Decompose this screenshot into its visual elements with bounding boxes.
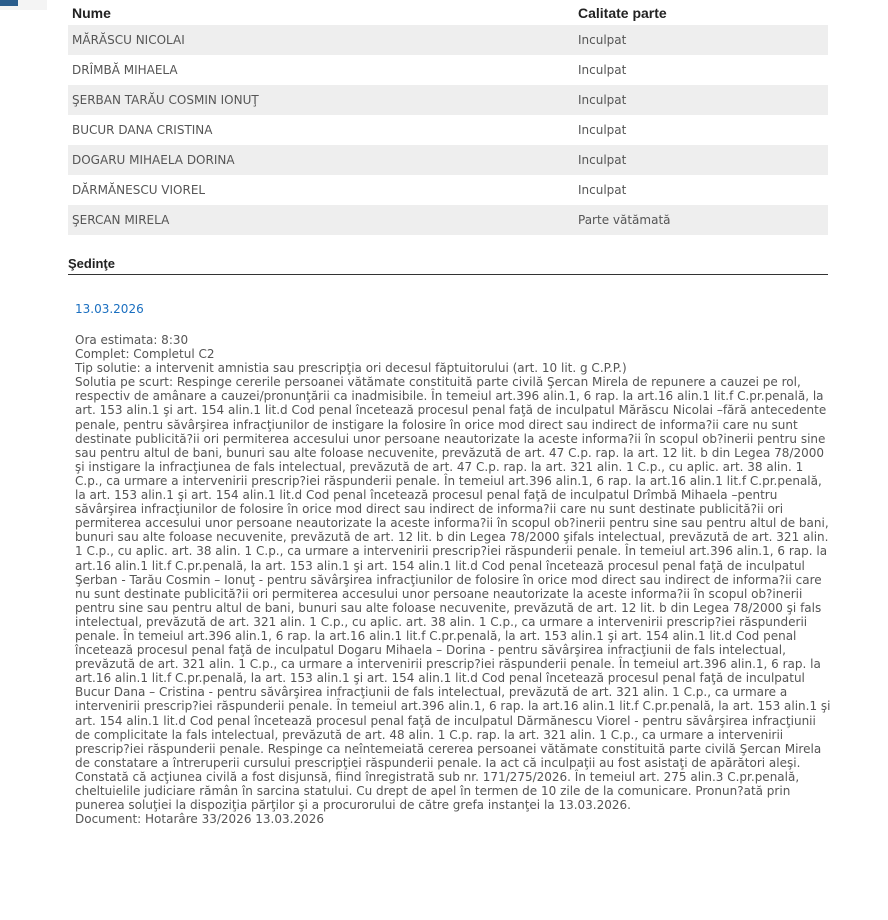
party-role: Parte vătămată [572,205,828,235]
party-role: Inculpat [578,123,627,137]
estimated-time: Ora estimata: 8:30 [75,333,189,347]
party-name: DĂRMĂNESCU VIOREL [72,183,206,197]
party-role: Inculpat [572,85,828,115]
party-name: MĂRĂSCU NICOLAI [68,25,572,55]
column-header-role: Calitate parte [578,4,667,21]
panel: Complet: Completul C2 [75,347,215,362]
solution-summary: Solutia pe scurt: Respinge cererile persoanei vătămate constituită parte civilă Şercan Mirela de repunere a cauzei pe rol, respectiv de amânare a cauzei/pronunţării ca inadmisibile. În temeiul art.396 alin.1, 6 rap. la art.16 alin.1 lit.f C.pr.penală, la art. 153 alin.1 şi art. 154 alin.1 lit.d Cod penal încetează procesul penal faţă de inculpatul Mărăscu Nicolai –fără antecedente penale, pentru săvârşirea infracţiunilor de instigare la folosire în orice mod direct sau indirect de informa?ii care nu sunt destinate publicită?ii ori permiterea accesului unor persoane neautorizate la aceste informa?ii în scopul ob?inerii pentru sine sau pentru altul de bani, bunuri sau alte foloase necuvenite, prevăzută de art. 47 C.p. rap. la art. 12 lit. b din Legea 78/2000 şi instigare la infracţiunea de fals intelectual, prevăzută de art. 47 C.p. rap. la art. 321 alin. 1 C.p., cu aplic. art. 38 alin. 1 C.p., ca urmare a intervenirii prescrip?iei răspunderii penale. În temeiul art.396 alin.1, 6 rap. la art.16 alin.1 lit.f C.pr.penală, la art. 153 alin.1 şi art. 154 alin.1 lit.d Cod penal încetează procesul penal faţă de inculpatul Drîmbă Mihaela –pentru săvârşirea infracţiunilor de folosire în orice mod direct sau indirect de informa?ii care nu sunt destinate publicită?ii ori permiterea accesului unor persoane neautorizate la aceste informa?ii în scopul ob?inerii pentru sine sau pentru altul de bani, bunuri sau alte foloase necuvenite, prevăzută de art. 12 lit. b din Legea 78/2000 şifals intelectual, prevăzută de art. 321 alin. 1 C.p., cu aplic. art. 38 alin. 1 C.p., ca urmare a intervenirii prescrip?iei răspunderii penale. În temeiul art.396 alin.1, 6 rap. la art.16 alin.1 lit.f C.pr.penală, la art. 153 alin.1 şi art. 154 alin.1 lit.d Cod penal încetează procesul penal faţă de inculpatul Şerban - Tarău Cosmin – Ionuţ - pentru săvârşirea infracţiunilor de folosire în orice mod direct sau indirect de informa?ii care nu sunt destinate publicită?ii ori permiterea accesului unor persoane neautorizate la aceste informa?ii în scopul ob?inerii pentru sine sau pentru altul de bani, bunuri sau alte foloase necuvenite, prevăzută de art. 12 lit. b din Legea 78/2000 şi fals intelectual, prevăzută de art. 321 alin. 1 C.p., cu aplic. art. 38 alin. 1 C.p., ca urmare a intervenirii prescrip?iei răspunderii penale. În temeiul art.396 alin.1, 6 rap. la art.16 alin.1 lit.f C.pr.penală, la art. 153 alin.1 şi art. 154 alin.1 lit.d Cod penal încetează procesul penal faţă de inculpatul Dogaru Mihaela – Dorina - pentru săvârşirea infracţiunii de fals intelectual, prevăzută de art. 321 alin. 1 C.p., ca urmare a intervenirii prescrip?iei răspunderii penale. În temeiul art.396 alin.1, 6 rap. la art.16 alin.1 lit.f C.pr.penală, la art. 153 alin.1 şi art. 154 alin.1 lit.d Cod penal încetează procesul penal faţă de inculpatul Bucur Dana – Cristina - pentru săvârşirea infracţiunii de fals intelectual, prevăzută de art. 321 alin. 1 C.p., ca urmare a intervenirii prescrip?iei răspunderii penale. În temeiul art.396 alin.1, 6 rap. la art.16 alin.1 lit.f C.pr.penală, la art. 153 alin.1 şi art. 154 alin.1 lit.d Cod penal încetează procesul penal faţă de inculpatul Dărmănescu Viorel - pentru săvârşirea infracţiunii de complicitate la fals intelectual, prevăzută de art. 48 alin. 1 C.p. rap. la art. 321 alin. 1 C.p., ca urmare a intervenirii prescrip?iei răspunderii penale. Respinge ca neîntemeiată cererea persoanei vătămate constituită parte civilă Şercan Mirela de constatare a întreruperii cursului prescripţiei răspunderii penale. Ia act că inculpaţii au fost asistaţi de apărători aleşi. Constată că acţiunea civilă a fost disjunsă, fiind înregistrată sub nr. 171/275/2026. În temeiul art. 275 alin.3 C.pr.penală, cheltuielile judiciare rămân în sarcina statului. Cu drept de apel în termen de 10 zile de la comunicare. Pronun?ată prin punerea soluţiei la dispoziţia părţilor şi a procurorului de către grefa instanţei la 13.03.2026. [75,375,831,813]
header-image-fragment [0,0,47,10]
session-date-link[interactable]: 13.03.2026 [75,302,144,316]
table-header-row [68,0,828,25]
parties-table [68,0,828,235]
party-name: ŞERCAN MIRELA [68,205,572,235]
table-row [68,115,828,145]
document-reference: Document: Hotarâre 33/2026 13.03.2026 [75,812,324,827]
party-name: DRÎMBĂ MIHAELA [72,63,178,77]
column-header-name: Nume [72,4,111,21]
party-role: Inculpat [572,25,828,55]
sessions-heading: Şedinţe [68,256,828,275]
table-row [68,205,828,235]
table-row [68,55,828,85]
party-name: ŞERBAN TARĂU COSMIN IONUŢ [68,85,572,115]
session-details [75,333,833,826]
party-role: Inculpat [578,183,627,197]
table-row [68,85,828,115]
party-role: Inculpat [578,63,627,77]
solution-type: Tip solutie: a intervenit amnistia sau prescripţia ori decesul făptuitorului (art. 10 lit. g C.P.P.) [75,361,627,376]
party-role: Inculpat [572,145,828,175]
table-row [68,175,828,205]
table-row [68,145,828,175]
table-row [68,25,828,55]
party-name: BUCUR DANA CRISTINA [72,123,213,137]
party-name: DOGARU MIHAELA DORINA [68,145,572,175]
